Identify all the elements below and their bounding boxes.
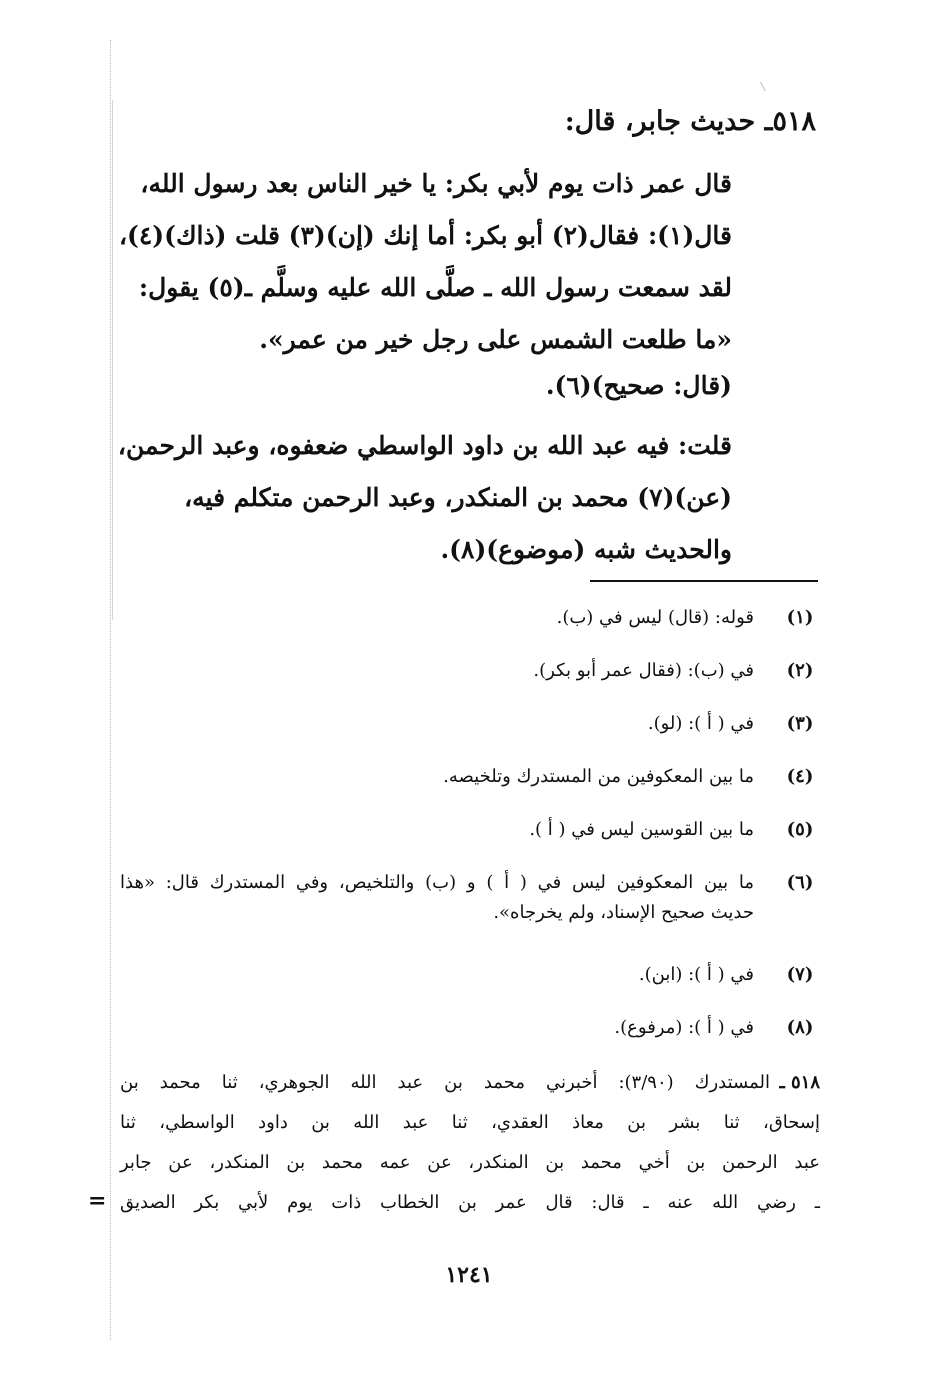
hadith-line: لقد سمعت رسول الله ـ صلَّى الله عليه وسلَّم ـ(٥) يقول: — [138, 273, 732, 302]
source-number: ٥١٨ ـ — [779, 1072, 820, 1093]
footnote-7 — [120, 960, 820, 990]
footnote-text — [120, 1013, 754, 1043]
footnote-number: (٨) — [786, 1017, 814, 1038]
dhahabi-comment — [117, 420, 732, 576]
comment-line: والحديث شبه (موضوع)(٨). — [440, 535, 732, 564]
verdict-line: (قال: صحيح)(٦). — [545, 371, 732, 400]
hadith-line: «ما طلعت الشمس على رجل خير من عمر». — [259, 325, 732, 354]
page-number: ١٢٤١ — [445, 1262, 493, 1288]
hadith-line: قال عمر ذات يوم لأبي بكر: يا خير الناس بعد رسول الله، — [140, 169, 732, 198]
footnote-1 — [120, 603, 820, 633]
hadith-line: قال(١): فقال(٢) أبو بكر: أما إنك (إن)(٣) قلت (ذاك)(٤)، — [118, 221, 732, 250]
continuation-mark: = — [88, 1188, 107, 1214]
footnote-number: (٦) — [786, 872, 814, 893]
footnote-line: ما بين المعكوفين من المستدرك وتلخيصه. — [443, 766, 754, 787]
scan-speck — [760, 79, 771, 91]
source-citation — [120, 1063, 820, 1223]
footnote-line: في ( أ ): (مرفوع). — [614, 1017, 754, 1038]
hadith-text — [118, 158, 732, 366]
footnote-8 — [120, 1013, 820, 1043]
footnote-text — [120, 603, 754, 633]
footnote-text — [120, 656, 754, 686]
scan-edge-line-inner — [112, 100, 113, 620]
source-line: المستدرك (٣/٩٠): أخبرني محمد بن عبد الله الجوهري، ثنا محمد بن — [120, 1072, 770, 1093]
footnote-number: (١) — [786, 607, 814, 628]
footnote-line: في (ب): (فقال عمر أبو بكر). — [533, 660, 754, 681]
footnote-number: (٣) — [786, 713, 814, 734]
footnote-line: حديث صحيح الإسناد، ولم يخرجاه». — [493, 902, 754, 923]
footnote-line: قوله: (قال) ليس في (ب). — [556, 607, 754, 628]
footnote-text — [120, 960, 754, 990]
comment-line: (عن)(٧) محمد بن المنكدر، وعبد الرحمن متكلم فيه، — [184, 483, 732, 512]
footnote-2 — [120, 656, 820, 686]
footnote-line: ما بين المعكوفين ليس في ( أ ) و (ب) والتلخيص، وفي المستدرك قال: «هذا — [120, 872, 754, 893]
footnote-4 — [120, 762, 820, 792]
source-line: ـ رضي الله عنه ـ قال: قال عمر بن الخطاب ذات يوم لأبي بكر الصديق — [120, 1192, 820, 1213]
footnote-number: (٧) — [786, 964, 814, 985]
footnote-line: في ( أ ): (ابن). — [638, 964, 754, 985]
footnote-number: (٥) — [786, 819, 814, 840]
source-line: عبد الرحمن بن أخي محمد بن المنكدر، عن عمه محمد بن المنكدر، عن جابر — [120, 1152, 820, 1173]
footnote-line: في ( أ ): (لو). — [647, 713, 754, 734]
footnote-text — [120, 868, 754, 928]
hakim-verdict — [202, 360, 732, 412]
comment-line: قلت: فيه عبد الله بن داود الواسطي ضعفوه، وعبد الرحمن، — [117, 431, 732, 460]
scan-edge-line — [110, 40, 111, 1340]
footnote-text — [120, 815, 754, 845]
footnote-5 — [120, 815, 820, 845]
footnote-number: (٢) — [786, 660, 814, 681]
footnote-3 — [120, 709, 820, 739]
footnote-separator — [590, 580, 818, 582]
footnote-text — [120, 709, 754, 739]
hadith-heading: ٥١٨ـ حديث جابر، قال: — [564, 106, 816, 137]
footnote-number: (٤) — [786, 766, 814, 787]
source-line: إسحاق، ثنا بشر بن معاذ العقدي، ثنا عبد الله بن داود الواسطي، ثنا — [120, 1112, 820, 1133]
footnote-line: ما بين القوسين ليس في ( أ ). — [529, 819, 754, 840]
footnote-text — [120, 762, 754, 792]
footnote-6 — [120, 868, 820, 928]
